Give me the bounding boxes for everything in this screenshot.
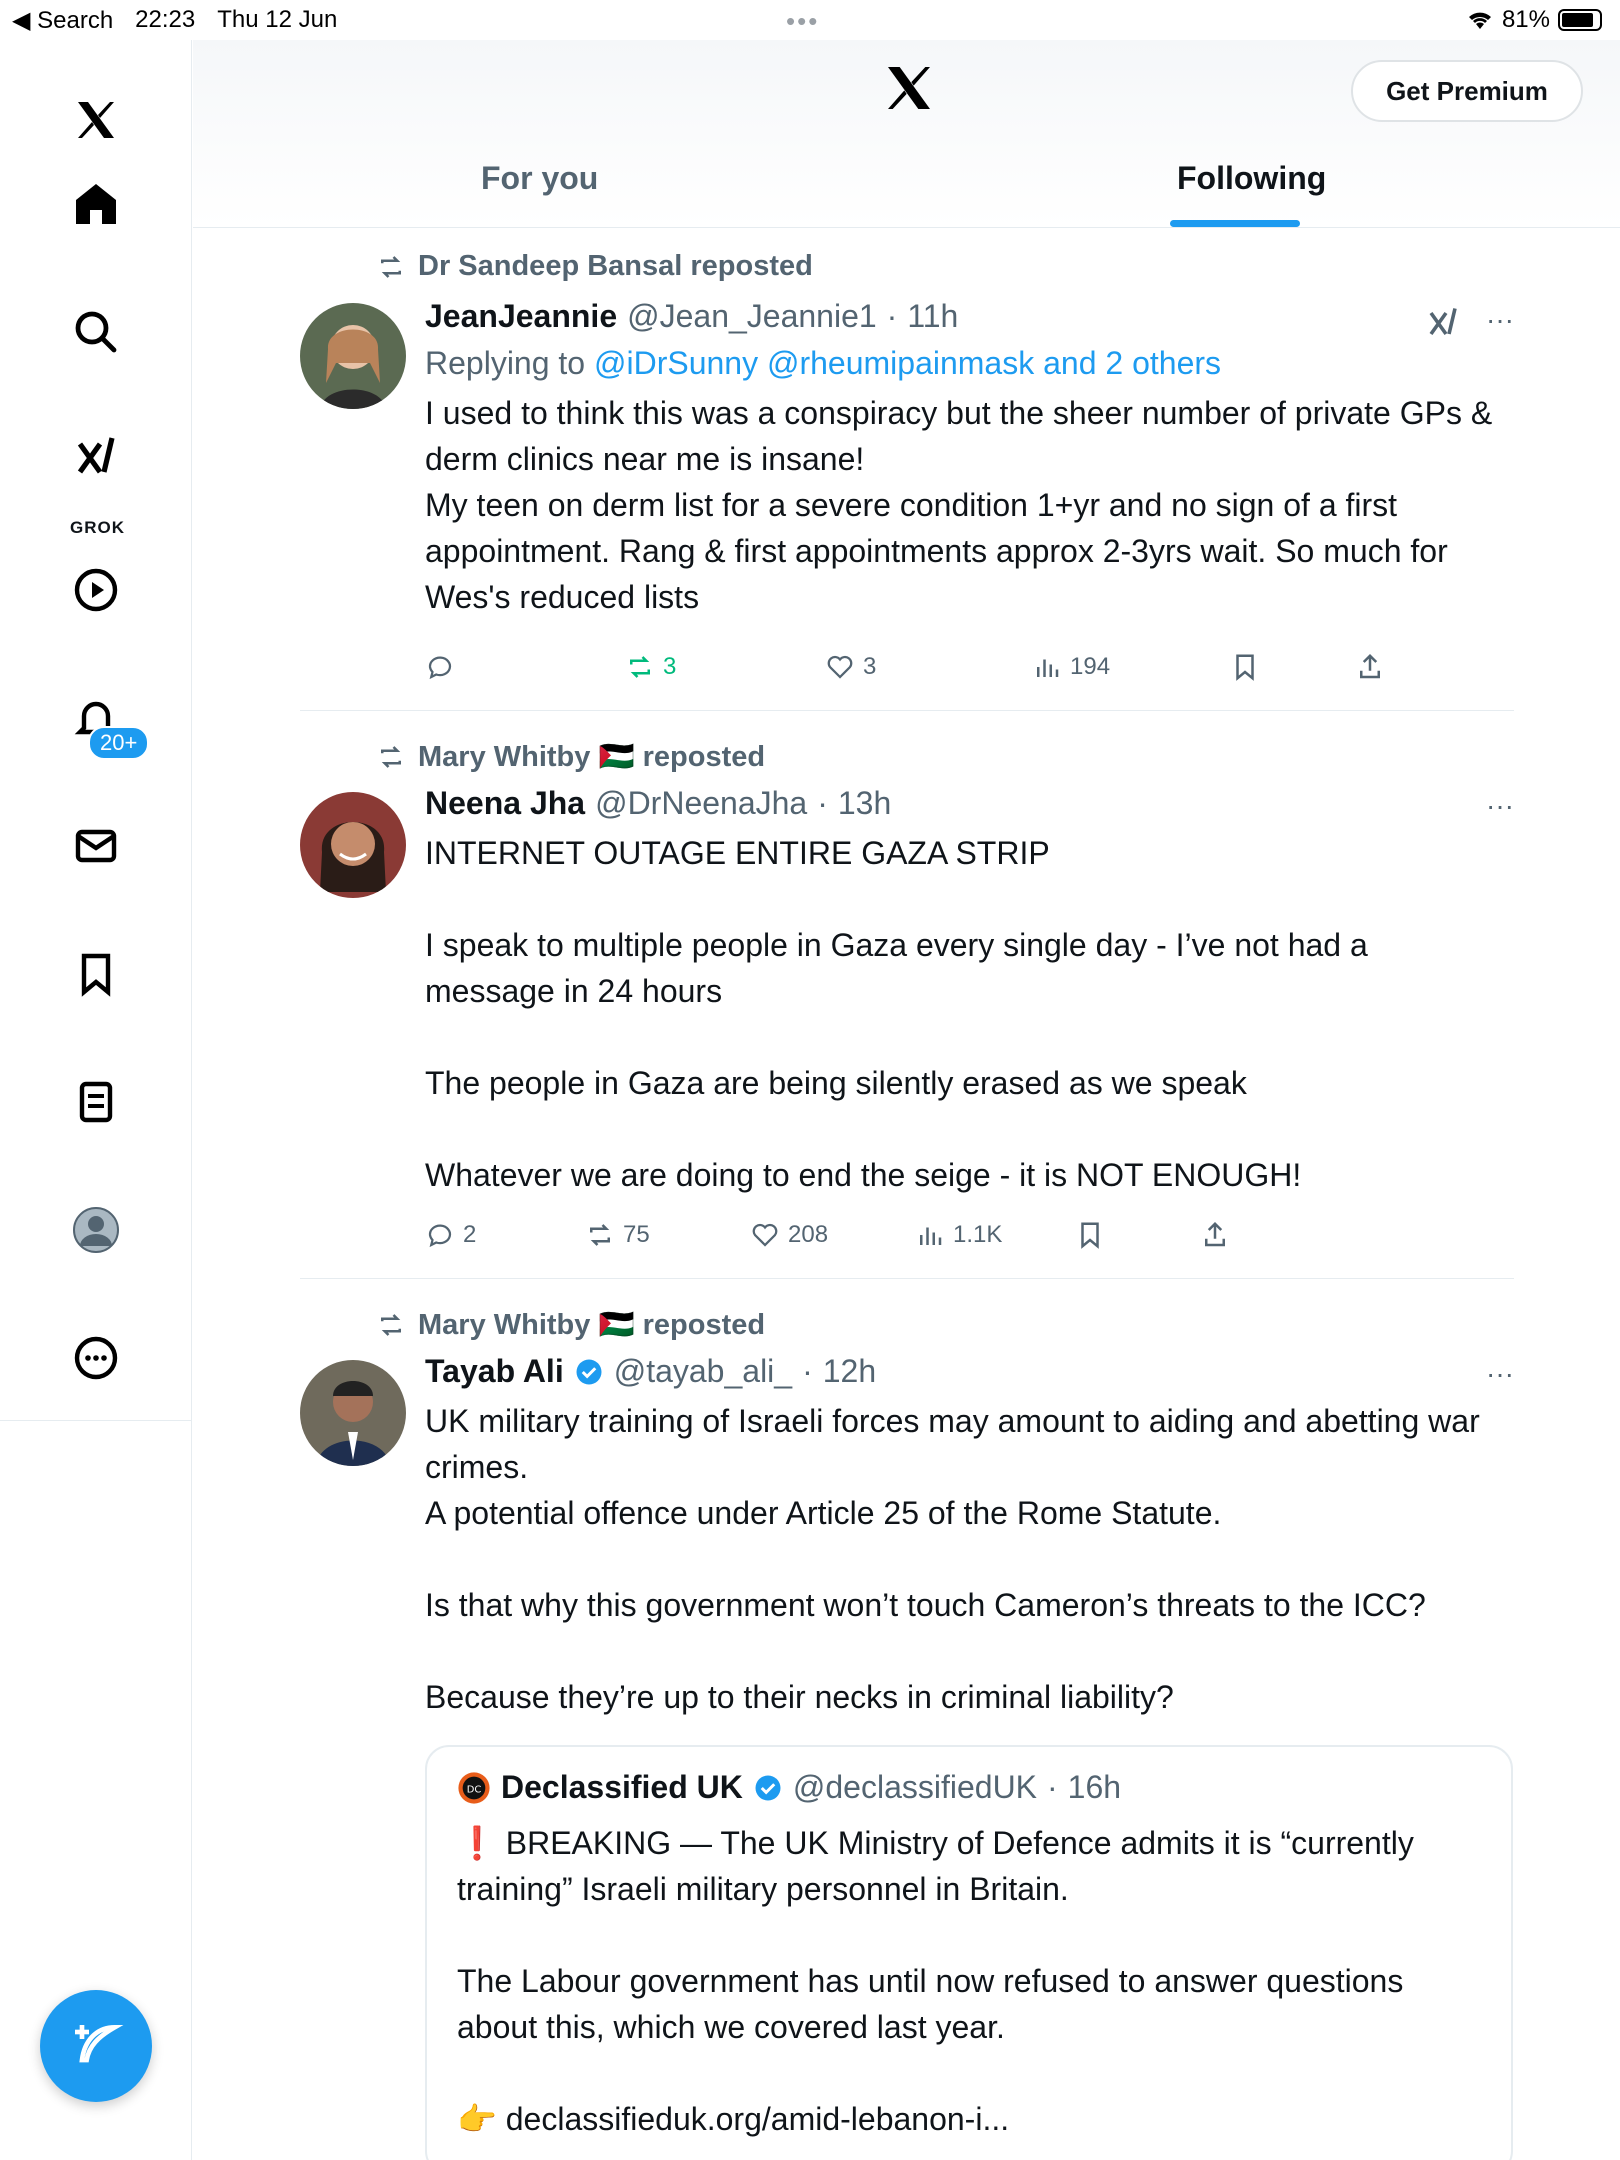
tweet-more-icon[interactable]: ··· xyxy=(1486,1358,1514,1389)
replying-to-links[interactable]: @iDrSunny @rheumipainmask and 2 others xyxy=(593,345,1222,381)
repost-button[interactable]: 3 xyxy=(625,652,676,682)
like-button[interactable]: 3 xyxy=(825,652,876,682)
grok-label: GROK xyxy=(70,518,125,537)
avatar[interactable] xyxy=(300,1360,406,1466)
repost-icon xyxy=(585,1220,615,1250)
replying-to: Replying to @iDrSunny @rheumipainmask and 2 others xyxy=(425,345,1222,381)
timeline-header xyxy=(193,40,1620,228)
repost-attribution: Mary Whitby 🇵🇸 reposted xyxy=(376,740,765,774)
notification-count-badge: 20+ xyxy=(88,726,149,760)
author-name[interactable]: Tayab Ali xyxy=(425,1353,564,1389)
grok-icon[interactable] xyxy=(64,424,128,488)
status-bar xyxy=(0,0,1620,40)
bookmark-icon xyxy=(1230,652,1260,682)
views-button[interactable]: 1.1K xyxy=(915,1220,1002,1250)
tab-following[interactable]: Following xyxy=(1177,160,1327,196)
bookmarks-icon[interactable] xyxy=(64,942,128,1006)
bookmark-button[interactable] xyxy=(1075,1220,1105,1250)
battery-icon xyxy=(1558,9,1602,31)
repost-attribution: Mary Whitby 🇵🇸 reposted xyxy=(376,1308,765,1342)
x-logo-icon[interactable] xyxy=(64,88,128,152)
analytics-icon xyxy=(915,1220,945,1250)
declassified-uk-avatar-icon xyxy=(457,1771,491,1805)
quoted-tweet-time: 16h xyxy=(1067,1769,1122,1805)
share-button[interactable] xyxy=(1355,652,1385,682)
tab-for-you[interactable]: For you xyxy=(481,160,599,196)
repost-attribution: Dr Sandeep Bansal reposted xyxy=(376,250,813,283)
tweet-separator xyxy=(300,710,1514,711)
x-logo-icon[interactable] xyxy=(881,60,937,116)
tweet-more-icon[interactable]: ··· xyxy=(1486,790,1514,821)
wifi-icon xyxy=(1466,9,1494,31)
repost-icon xyxy=(376,252,406,282)
sidebar xyxy=(0,40,192,2160)
verified-badge-icon xyxy=(574,1357,604,1387)
tweet-body: Neena Jha @DrNeenaJha · 13h INTERNET OUTAGE ENTIRE GAZA STRIP I speak to multiple people in Gaza every single day - I’ve not had a message in 24 hours The people in Gaza are being silently erased as we speak Whatever we are doing to end the seige - it is NOT ENOUGH! xyxy=(425,785,1505,1198)
tweet-text: INTERNET OUTAGE ENTIRE GAZA STRIP I speak to multiple people in Gaza every single day - I’ve not had a message in 24 hours The people in Gaza are being silently erased as we speak Whatever we are doing to end the seige - it is NOT ENOUGH! xyxy=(425,835,1368,1193)
tweet-separator xyxy=(300,1278,1514,1279)
quoted-author-name[interactable]: Declassified UK xyxy=(501,1769,743,1805)
battery-percent: 81% xyxy=(1501,6,1550,33)
tweet-time: 11h xyxy=(907,298,959,334)
tweet-text: UK military training of Israeli forces may amount to aiding and abetting war crimes. A potential offence under Article 25 of the Rome Statute. Is that why this government won’t touch Cameron’s threats to the ICC? Because they’re up to their necks in criminal liability? xyxy=(425,1403,1480,1715)
tweet-time: 12h xyxy=(822,1353,877,1389)
compose-post-button[interactable] xyxy=(40,1990,152,2102)
quoted-tweet-text: ❗ BREAKING — The UK Ministry of Defence admits it is “currently training” Israeli military personnel in Britain. The Labour government has until now refused to answer questions about this, which we covered last year. 👉 declassifieduk.org/amid-lebanon-i... xyxy=(457,1825,1414,2137)
bookmark-button[interactable] xyxy=(1230,652,1260,682)
multitask-dots-icon[interactable]: ••• xyxy=(786,6,820,36)
heart-icon xyxy=(750,1220,780,1250)
profile-avatar-icon[interactable] xyxy=(64,1198,128,1262)
repost-icon xyxy=(625,652,655,682)
tweet-body: Tayab Ali @tayab_ali_ · 12h UK military training of Israeli forces may amount to aiding and abetting war crimes. A potential offence under Article 25 of the Rome Statute. Is that why this government won’t touch Cameron’s threats to the ICC? Because they’re up to their necks in criminal liability? xyxy=(425,1353,1505,1720)
messages-envelope-icon[interactable] xyxy=(64,814,128,878)
search-icon[interactable] xyxy=(64,300,128,364)
home-icon[interactable] xyxy=(64,172,128,236)
avatar[interactable] xyxy=(300,303,406,409)
repost-icon xyxy=(376,742,406,772)
quoted-author-handle[interactable]: @declassifiedUK xyxy=(792,1769,1038,1805)
compose-feather-icon xyxy=(68,2018,124,2074)
active-tab-indicator xyxy=(1170,220,1300,227)
sidebar-divider xyxy=(0,1420,192,1421)
avatar[interactable] xyxy=(300,792,406,898)
bookmark-icon xyxy=(1075,1220,1105,1250)
author-handle[interactable]: @tayab_ali_ xyxy=(613,1353,793,1389)
repost-button[interactable]: 75 xyxy=(585,1220,650,1250)
tweet-time: 13h xyxy=(837,785,892,821)
reply-button[interactable] xyxy=(425,652,455,682)
share-icon xyxy=(1355,652,1385,682)
lists-icon[interactable] xyxy=(64,1070,128,1134)
video-play-icon[interactable] xyxy=(64,558,128,622)
reply-button[interactable]: 2 xyxy=(425,1220,476,1250)
author-name[interactable]: JeanJeannie xyxy=(425,298,618,334)
heart-icon xyxy=(825,652,855,682)
status-time: 22:23 xyxy=(135,6,196,33)
share-button[interactable] xyxy=(1200,1220,1230,1250)
views-button[interactable]: 194 xyxy=(1032,652,1110,682)
back-to-search[interactable]: ◀ Search xyxy=(12,7,114,34)
reply-icon xyxy=(425,652,455,682)
grok-explain-icon[interactable] xyxy=(1425,304,1461,345)
author-handle[interactable]: @DrNeenaJha xyxy=(595,785,808,821)
share-icon xyxy=(1200,1220,1230,1250)
author-name[interactable]: Neena Jha xyxy=(425,785,586,821)
repost-icon xyxy=(376,1310,406,1340)
tweet-body: JeanJeannie @Jean_Jeannie1 · 11h Replying to @iDrSunny @rheumipainmask and 2 others I used to think this was a conspiracy but the sheer number of private GPs & derm clinics near me is insane! My teen on derm list for a severe condition 1+yr and no sign of a first appointment. Rang & first appointments approx 2-3yrs wait. So much for Wes's reduced lists xyxy=(425,298,1505,620)
status-date: Thu 12 Jun xyxy=(217,6,338,33)
analytics-icon xyxy=(1032,652,1062,682)
svg-text:DC: DC xyxy=(466,1783,482,1795)
more-options-icon[interactable] xyxy=(64,1326,128,1390)
tweet-more-icon[interactable]: ··· xyxy=(1486,304,1514,335)
verified-badge-icon xyxy=(753,1773,783,1803)
reply-icon xyxy=(425,1220,455,1250)
tweet-text: I used to think this was a conspiracy but the sheer number of private GPs & derm clinics near me is insane! My teen on derm list for a severe condition 1+yr and no sign of a first appointment. Rang & first appointments approx 2-3yrs wait. So much for Wes's reduced lists xyxy=(425,395,1493,615)
quoted-tweet-card[interactable]: DC Declassified UK @declassifiedUK · 16h ❗ BREAKING — The UK Ministry of Defence admits it is “currently training” Israeli military personnel in Britain. The Labour government has until now refused to answer questions about this, which we covered last year. 👉 declassifieduk.org/amid-lebanon-i... xyxy=(425,1745,1513,2160)
get-premium-button[interactable]: Get Premium xyxy=(1351,60,1583,122)
like-button[interactable]: 208 xyxy=(750,1220,828,1250)
author-handle[interactable]: @Jean_Jeannie1 xyxy=(627,298,877,334)
